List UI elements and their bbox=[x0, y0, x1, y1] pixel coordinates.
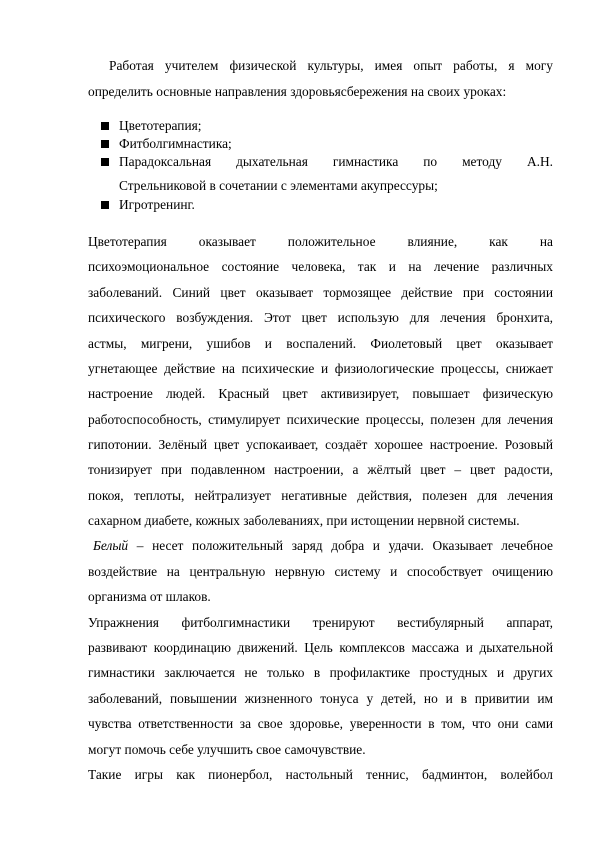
fitball-line: развивают координацию движений. Цель комплексов массажа и дыхательной bbox=[88, 640, 553, 655]
color-therapy-line: Цветотерапия оказывает положительное влияние, как на bbox=[88, 234, 553, 249]
fitball-line: Упражнения фитболгимнастики тренируют вестибулярный аппарат, bbox=[88, 615, 553, 630]
fitball-line: могут помочь себе улучшить свое самочувствие. bbox=[88, 742, 366, 757]
games-line: Такие игры как пионербол, настольный теннис, бадминтон, волейбол bbox=[88, 767, 553, 782]
bullet-item-4: Игротренинг. bbox=[119, 197, 195, 212]
white-line-3: организма от шлаков. bbox=[88, 589, 211, 604]
white-line-2: воздействие на центральную нервную систему и способствует очищению bbox=[88, 564, 553, 579]
bullet-icon bbox=[101, 140, 109, 148]
fitball-line: заболеваний, повышении жизненного тонуса у детей, но и в привитии им bbox=[88, 691, 553, 706]
bullet-icon bbox=[101, 201, 109, 209]
fitball-line: гимнастики заключается не только в профилактике простудных и других bbox=[88, 665, 553, 680]
bullet-icon bbox=[101, 122, 109, 130]
fitball-line: чувства ответственности за свое здоровье, уверенности в том, что они сами bbox=[88, 716, 553, 731]
intro-line-2: определить основные направления здоровьясбережения на своих уроках: bbox=[88, 84, 507, 99]
bullet-icon bbox=[101, 158, 109, 166]
color-therapy-line: гипотонии. Зелёный цвет успокаивает, создаёт хорошее настроение. Розовый bbox=[88, 437, 553, 452]
bullet-item-3-cont: Стрельниковой в сочетании с элементами акупрессуры; bbox=[119, 178, 438, 193]
color-therapy-line: тонизирует при подавленном настроении, а жёлтый цвет – цвет радости, bbox=[88, 462, 553, 477]
white-rest: – несет положительный заряд добра и удачи. Оказывает лечебное bbox=[136, 538, 553, 553]
color-therapy-line: астмы, мигрени, ушибов и воспалений. Фиолетовый цвет оказывает bbox=[88, 336, 553, 351]
white-word: Белый bbox=[93, 538, 129, 553]
color-therapy-line: угнетающее действие на психические и физиологические процессы, снижает bbox=[88, 361, 553, 376]
color-therapy-line: покоя, теплоты, нейтрализует негативные действия, полезен для лечения bbox=[88, 488, 553, 503]
color-therapy-line: психического возбуждения. Этот цвет использую для лечения бронхита, bbox=[88, 310, 553, 325]
color-therapy-line: заболеваний. Синий цвет оказывает тормозящее действие при состоянии bbox=[88, 285, 553, 300]
color-therapy-line: настроение людей. Красный цвет активизирует, повышает физическую bbox=[88, 386, 553, 401]
color-therapy-line: работоспособность, стимулирует психические процессы, полезен для лечения bbox=[88, 412, 553, 427]
bullet-item-1: Цветотерапия; bbox=[119, 118, 202, 133]
intro-line-1: Работая учителем физической культуры, имея опыт работы, я могу bbox=[109, 58, 553, 73]
color-therapy-line: сахарном диабете, кожных заболеваниях, при истощении нервной системы. bbox=[88, 513, 520, 528]
bullet-item-2: Фитболгимнастика; bbox=[119, 136, 232, 151]
color-therapy-line: психоэмоциональное состояние человека, так и на лечение различных bbox=[88, 259, 553, 274]
white-line-1 bbox=[88, 537, 553, 554]
bullet-item-3: Парадоксальная дыхательная гимнастика по методу А.Н. bbox=[119, 154, 553, 169]
